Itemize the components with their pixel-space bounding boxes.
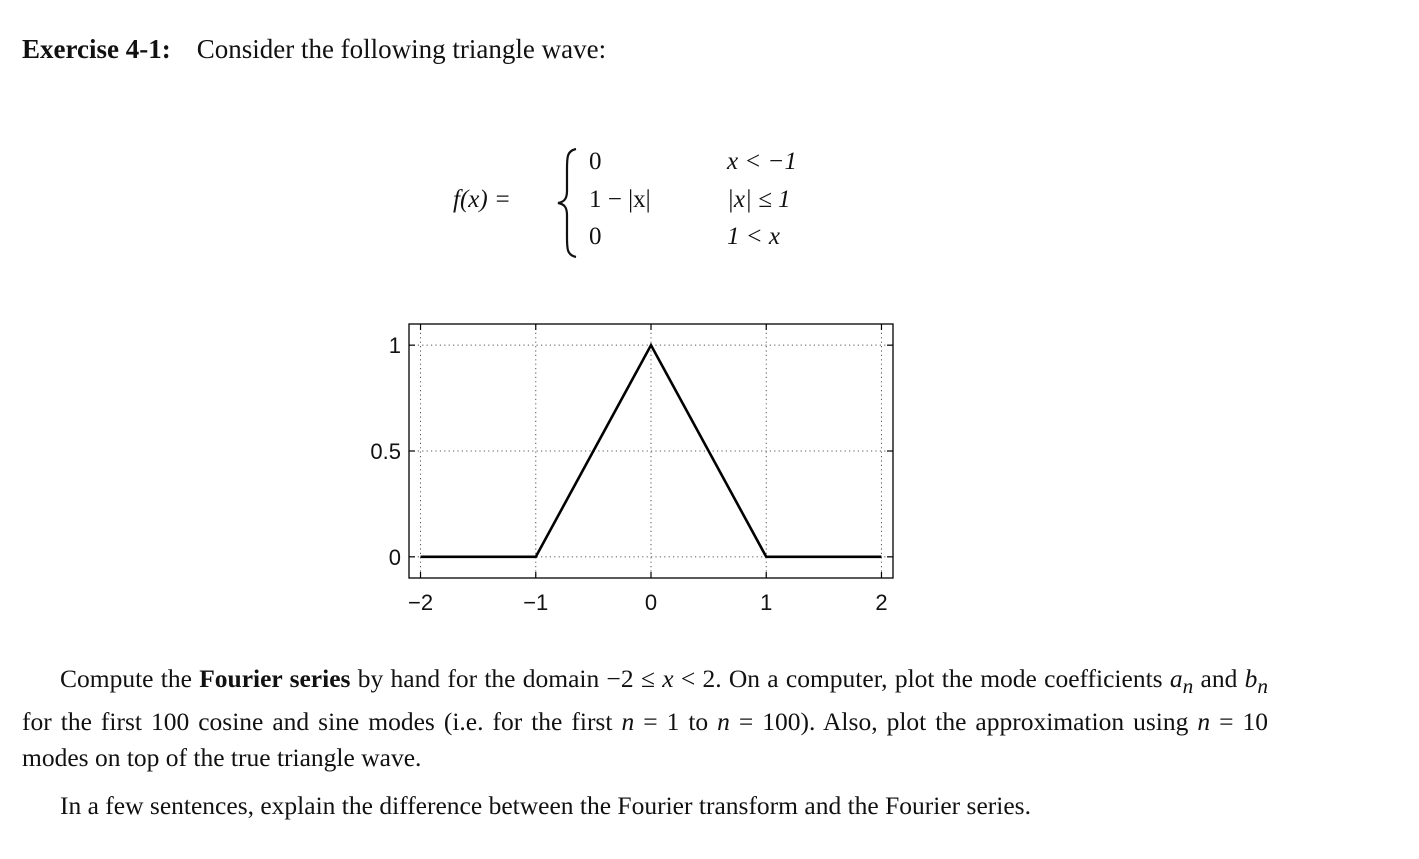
instructions-paragraph bbox=[22, 661, 1268, 776]
case-3-condition: 1 < x bbox=[727, 223, 780, 250]
p1-text-1: Compute the bbox=[60, 664, 200, 693]
p1-text-5: for the first 100 cosine and sine modes (i.e. for the first bbox=[22, 707, 622, 737]
p1-var-x: x bbox=[662, 664, 674, 693]
p1-text-7: = 100). Also, plot the approximation using bbox=[729, 707, 1198, 737]
case-1-condition: x < −1 bbox=[727, 148, 797, 175]
x-tick-label: −2 bbox=[407, 590, 434, 615]
p1-sub-n-1: n bbox=[1182, 674, 1194, 699]
y-tick-label: 0 bbox=[388, 544, 401, 570]
p1-var-b: b bbox=[1244, 664, 1258, 693]
y-tick-label: 0.5 bbox=[370, 439, 401, 464]
p1-text-6: = 1 to bbox=[634, 707, 718, 737]
case-2-value: 1 − |x| bbox=[589, 186, 651, 213]
exercise-label: Exercise 4-1: bbox=[22, 34, 171, 64]
p1-text-4: and bbox=[1193, 664, 1245, 693]
x-tick-label: 0 bbox=[644, 590, 658, 615]
p1-var-n-3: n bbox=[1197, 707, 1211, 737]
tick-labels bbox=[370, 333, 887, 615]
p1-var-a: a bbox=[1169, 664, 1183, 693]
question-paragraph: In a few sentences, explain the difference between the Fourier transform and the Fourier series. bbox=[60, 791, 1031, 820]
case-1-value: 0 bbox=[589, 148, 602, 175]
grid-lines bbox=[409, 324, 893, 578]
case-3-value: 0 bbox=[589, 223, 602, 250]
exercise-intro: Consider the following triangle wave: bbox=[196, 34, 607, 64]
p1-sub-n-2: n bbox=[1257, 674, 1268, 699]
formula-lhs: f(x) = bbox=[453, 186, 511, 213]
x-tick-label: 1 bbox=[760, 590, 773, 615]
p1-text-3: < 2. On a computer, plot the mode coefficients bbox=[673, 664, 1170, 693]
x-tick-label: 2 bbox=[875, 590, 888, 615]
x-tick-label: −1 bbox=[523, 590, 549, 615]
p1-var-n-1: n bbox=[621, 707, 635, 737]
y-tick-label: 1 bbox=[388, 333, 401, 359]
p1-var-n-2: n bbox=[717, 707, 730, 737]
case-2-condition: |x| ≤ 1 bbox=[727, 186, 791, 213]
p1-bold-term: Fourier series bbox=[199, 664, 351, 693]
p1-text-8: = 10 modes on top of the true triangle wave. bbox=[22, 707, 1269, 773]
p1-text-2: by hand for the domain −2 ≤ bbox=[350, 664, 663, 693]
